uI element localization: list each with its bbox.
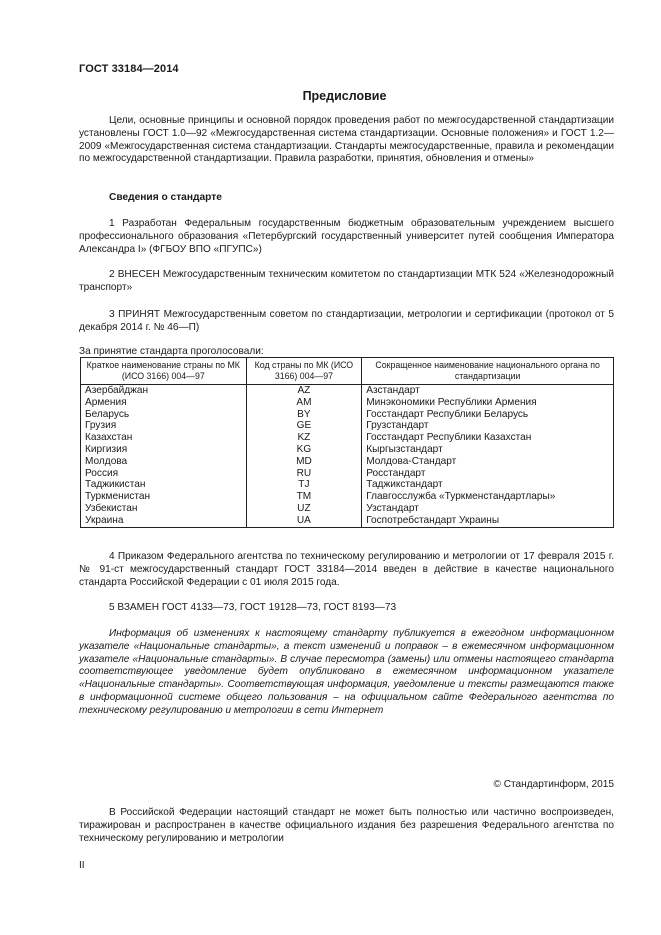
page-title xyxy=(0,89,661,103)
votes-header-row xyxy=(81,358,614,385)
copyright-line: © Стандартинформ, 2015 xyxy=(493,779,614,790)
table-row xyxy=(81,397,614,409)
table-row xyxy=(81,444,614,456)
cell-code: TM xyxy=(246,491,362,503)
table-row xyxy=(81,479,614,491)
section-heading: Сведения о стандарте xyxy=(109,192,222,203)
cell-country: Молдова xyxy=(81,456,247,468)
cell-code: AM xyxy=(246,397,362,409)
cell-body: Азстандарт xyxy=(362,385,614,397)
legal-paragraph: В Российской Федерации настоящий стандарт не может быть полностью или частично воспроизведен, тиражирован и распространен в качестве официального издания без разрешения Федерального агентства по техническому регулированию и метрологии xyxy=(79,807,614,844)
item-4-paragraph: 4 Приказом Федерального агентства по техническому регулированию и метрологии от 17 февраля 2015 г. № 91-ст межгосударственный стандарт ГОСТ 33184—2014 введен в действие в качестве национального стандарта Российской Федерации с 01 июля 2015 года. xyxy=(79,551,614,588)
cell-country: Казахстан xyxy=(81,432,247,444)
cell-country: Беларусь xyxy=(81,409,247,421)
table-row xyxy=(81,456,614,468)
cell-code: BY xyxy=(246,409,362,421)
cell-country: Узбекистан xyxy=(81,503,247,515)
cell-code: RU xyxy=(246,468,362,480)
table-row xyxy=(81,468,614,480)
cell-country: Азербайджан xyxy=(81,385,247,397)
cell-code: KZ xyxy=(246,432,362,444)
item-1-paragraph: 1 Разработан Федеральным государственным бюджетным образовательным учреждением высшего профессионального образования «Петербургский государственный университет путей сообщения Императора Александра I» (ФГБОУ ВПО «ПГУПС») xyxy=(79,218,614,255)
cell-body: Минэкономики Республики Армения xyxy=(362,397,614,409)
table-row xyxy=(81,385,614,397)
cell-body: Госпотребстандарт Украины xyxy=(362,515,614,527)
table-row xyxy=(81,515,614,527)
cell-body: Главгосслужба «Туркменстандартлары» xyxy=(362,491,614,503)
cell-country: Киргизия xyxy=(81,444,247,456)
votes-caption: За принятие стандарта проголосовали: xyxy=(79,346,264,357)
cell-country: Армения xyxy=(81,397,247,409)
item-5-paragraph: 5 ВЗАМЕН ГОСТ 4133—73, ГОСТ 19128—73, ГОСТ 8193—73 xyxy=(109,602,397,613)
cell-country: Украина xyxy=(81,515,247,527)
table-row xyxy=(81,409,614,421)
cell-body: Кыргызстандарт xyxy=(362,444,614,456)
cell-country: Туркменистан xyxy=(81,491,247,503)
page-title-text: Предисловие xyxy=(302,89,387,103)
votes-table xyxy=(80,357,614,528)
cell-code: UA xyxy=(246,515,362,527)
cell-body: Госстандарт Республики Беларусь xyxy=(362,409,614,421)
page-number: II xyxy=(79,860,85,871)
cell-code: TJ xyxy=(246,479,362,491)
cell-code: GE xyxy=(246,420,362,432)
header-country: Краткое наименование страны по МК (ИСО 3166) 004—97 xyxy=(81,358,247,385)
item-3-paragraph: 3 ПРИНЯТ Межгосударственным советом по стандартизации, метрологии и сертификации (протокол от 5 декабря 2014 г. № 46—П) xyxy=(79,309,614,333)
cell-code: MD xyxy=(246,456,362,468)
cell-body: Таджикстандарт xyxy=(362,479,614,491)
item-2-paragraph: 2 ВНЕСЕН Межгосударственным техническим комитетом по стандартизации МТК 524 «Железнодорожный транспорт» xyxy=(79,269,614,293)
cell-country: Грузия xyxy=(81,420,247,432)
cell-code: KG xyxy=(246,444,362,456)
cell-body: Росстандарт xyxy=(362,468,614,480)
cell-body: Грузстандарт xyxy=(362,420,614,432)
document-code: ГОСТ 33184—2014 xyxy=(79,63,179,75)
cell-code: AZ xyxy=(246,385,362,397)
header-body: Сокращенное наименование национального органа по стандартизации xyxy=(362,358,614,385)
cell-body: Узстандарт xyxy=(362,503,614,515)
intro-paragraph: Цели, основные принципы и основной порядок проведения работ по межгосударственной стандартизации установлены ГОСТ 1.0—92 «Межгосударственная система стандартизации. Основные положения» и ГОСТ 1.2—2009 «Межгосударственная система стандартизации. Стандарты межгосударственные, правила и рекомендации по межгосударственной стандартизации. Правила разработки, принятия, обновления и отмены» xyxy=(79,115,614,165)
cell-country: Россия xyxy=(81,468,247,480)
cell-country: Таджикистан xyxy=(81,479,247,491)
cell-body: Госстандарт Республики Казахстан xyxy=(362,432,614,444)
cell-code: UZ xyxy=(246,503,362,515)
table-row xyxy=(81,420,614,432)
table-row xyxy=(81,432,614,444)
notice-paragraph: Информация об изменениях к настоящему стандарту публикуется в ежегодном информационном указателе «Национальные стандарты», а текст изменений и поправок – в ежемесячном информационном указателе «Национальные стандарты». В случае пересмотра (замены) или отмены настоящего стандарта соответствующее уведомление будет опубликовано в ежемесячном информационном указателе «Национальные стандарты». Соответствующая информация, уведомление и тексты размещаются также в информационной системе общего пользования – на официальном сайте Федерального агентства по техническому регулированию и метрологии в сети Интернет xyxy=(79,628,614,716)
table-row xyxy=(81,491,614,503)
table-row xyxy=(81,503,614,515)
cell-body: Молдова-Стандарт xyxy=(362,456,614,468)
header-code: Код страны по МК (ИСО 3166) 004—97 xyxy=(246,358,362,385)
